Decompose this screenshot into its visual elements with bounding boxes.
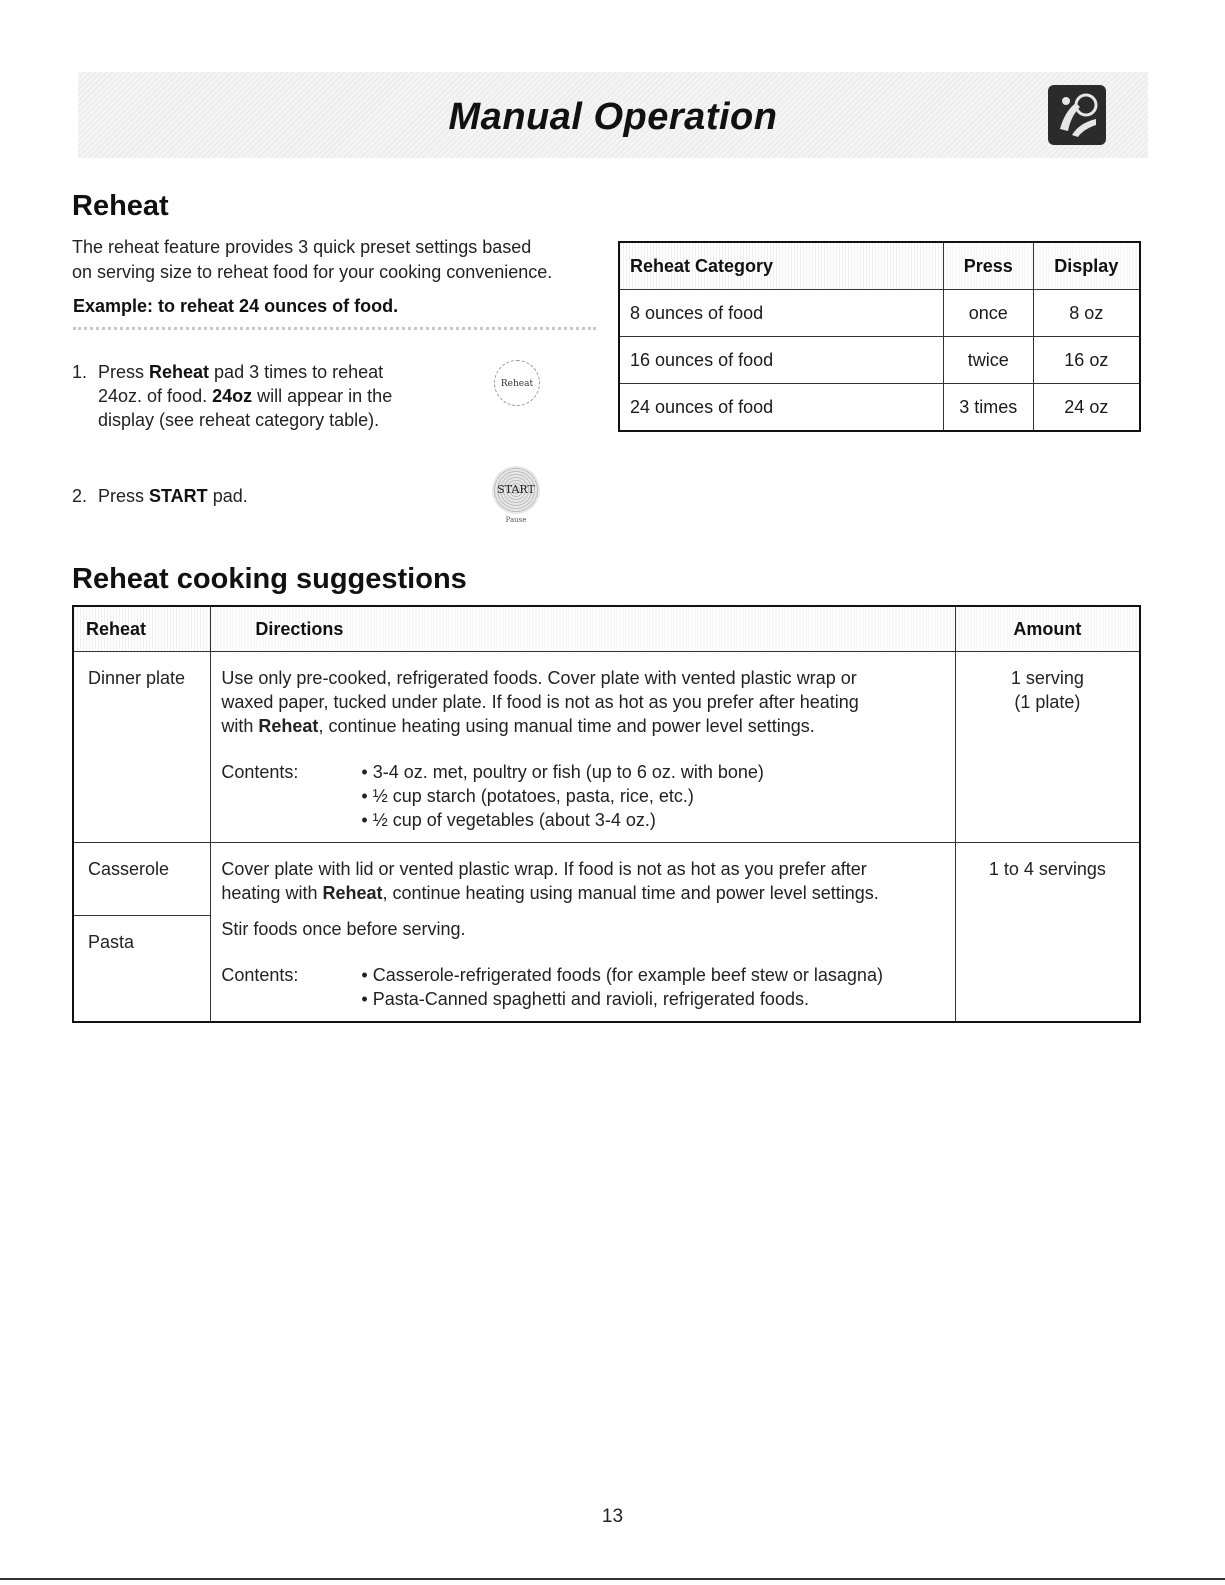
list-item: • 3-4 oz. met, poultry or fish (up to 6 oz. with bone) [361, 760, 764, 784]
step-1-bold-reheat: Reheat [149, 362, 210, 382]
casserole-direction-line2-pre: heating with [221, 883, 323, 903]
suggestions-table [72, 605, 1141, 1023]
bottom-rule [0, 1578, 1225, 1580]
step-1-bold-24oz: 24oz [212, 386, 253, 406]
step-1-line3: display (see reheat category table). [98, 410, 380, 430]
dinner-directions [211, 652, 955, 843]
cell-press: 3 times [943, 384, 1033, 432]
start-pad-icon: START [492, 466, 540, 514]
suggestions-heading: Reheat cooking suggestions [72, 563, 467, 595]
dinner-direction-bold: Reheat [258, 716, 319, 736]
step-1 [72, 360, 392, 432]
reheat-intro-line1: The reheat feature provides 3 quick preset settings based [72, 237, 532, 257]
list-item: • Casserole-refrigerated foods (for example beef stew or lasagna) [361, 963, 883, 987]
cell-press: twice [943, 337, 1033, 384]
reheat-pad-icon: Reheat [494, 360, 540, 406]
pasta-contents-list [361, 963, 883, 1011]
casserole-direction-line2-post: , continue heating using manual time and power level settings. [382, 883, 879, 903]
step-1-number: 1. [72, 362, 88, 382]
header-banner [78, 72, 1148, 158]
reheat-intro [72, 235, 552, 285]
cell-press: once [943, 290, 1033, 337]
casserole-pasta-amount: 1 to 4 servings [955, 843, 1140, 1023]
table-header-row [619, 242, 1140, 290]
cell-display: 24 oz [1033, 384, 1140, 432]
pasta-contents [221, 963, 944, 1011]
dinner-amount [955, 652, 1140, 843]
cell-display: 8 oz [1033, 290, 1140, 337]
casserole-directions [211, 843, 955, 916]
reheat-intro-line2: on serving size to reheat food for your cooking convenience. [72, 262, 553, 282]
reheat-category-table [618, 241, 1141, 432]
row-name-casserole: Casserole [73, 843, 211, 916]
row-name-dinner-plate: Dinner plate [73, 652, 211, 843]
step-2-number: 2. [72, 486, 88, 506]
pause-label: Pause [505, 516, 527, 524]
step-2 [72, 484, 248, 508]
table-row [73, 652, 1140, 843]
dinner-direction-line2: waxed paper, tucked under plate. If food is not as hot as you prefer after heating [221, 692, 859, 712]
dinner-amount-line1: 1 serving [1010, 668, 1084, 688]
table-row [619, 290, 1140, 337]
list-item: • ½ cup starch (potatoes, pasta, rice, etc.) [361, 784, 764, 808]
dinner-direction-line3-pre: with [221, 716, 259, 736]
casserole-direction-line1: Cover plate with lid or vented plastic wrap. If food is not as hot as you prefer after [221, 859, 867, 879]
example-line: Example: to reheat 24 ounces of food. [73, 296, 596, 330]
step-1-pre: Press [98, 362, 150, 382]
step-2-post: pad. [207, 486, 248, 506]
step-1-line2-pre: 24oz. of food. [98, 386, 213, 406]
dinner-direction-line3-post: , continue heating using manual time and power level settings. [318, 716, 815, 736]
header-amount: Amount [955, 606, 1140, 652]
step-1-line2-post: will appear in the [252, 386, 393, 406]
casserole-direction-bold: Reheat [322, 883, 383, 903]
hand-pad-icon [1048, 85, 1106, 145]
table-row [619, 337, 1140, 384]
step-2-pre: Press [98, 486, 150, 506]
header-press: Press [943, 242, 1033, 290]
dinner-direction-line1: Use only pre-cooked, refrigerated foods. Cover plate with vented plastic wrap or [221, 668, 857, 688]
row-name-pasta: Pasta [73, 915, 211, 1022]
contents-label: Contents: [221, 965, 299, 985]
header-reheat: Reheat [73, 606, 211, 652]
pasta-direction-line1: Stir foods once before serving. [221, 919, 466, 939]
page-number: 13 [601, 1506, 624, 1527]
suggestions-header-row [73, 606, 1140, 652]
contents-label: Contents: [221, 762, 299, 782]
page-title: Manual Operation [448, 96, 778, 138]
dinner-amount-line2: (1 plate) [1014, 692, 1081, 712]
reheat-heading: Reheat [72, 190, 169, 222]
table-row [619, 384, 1140, 432]
list-item: • Pasta-Canned spaghetti and ravioli, refrigerated foods. [361, 987, 883, 1011]
pasta-directions [211, 915, 955, 1022]
table-row [73, 843, 1140, 916]
header-display: Display [1033, 242, 1140, 290]
list-item: • ½ cup of vegetables (about 3-4 oz.) [361, 808, 764, 832]
cell-category: 16 ounces of food [619, 337, 943, 384]
header-directions: Directions [211, 606, 955, 652]
step-1-mid: pad 3 times to reheat [209, 362, 384, 382]
dinner-contents [221, 760, 944, 832]
cell-category: 24 ounces of food [619, 384, 943, 432]
header-reheat-category: Reheat Category [619, 242, 943, 290]
cell-category: 8 ounces of food [619, 290, 943, 337]
cell-display: 16 oz [1033, 337, 1140, 384]
step-2-bold-start: START [149, 486, 208, 506]
dinner-contents-list [361, 760, 764, 832]
